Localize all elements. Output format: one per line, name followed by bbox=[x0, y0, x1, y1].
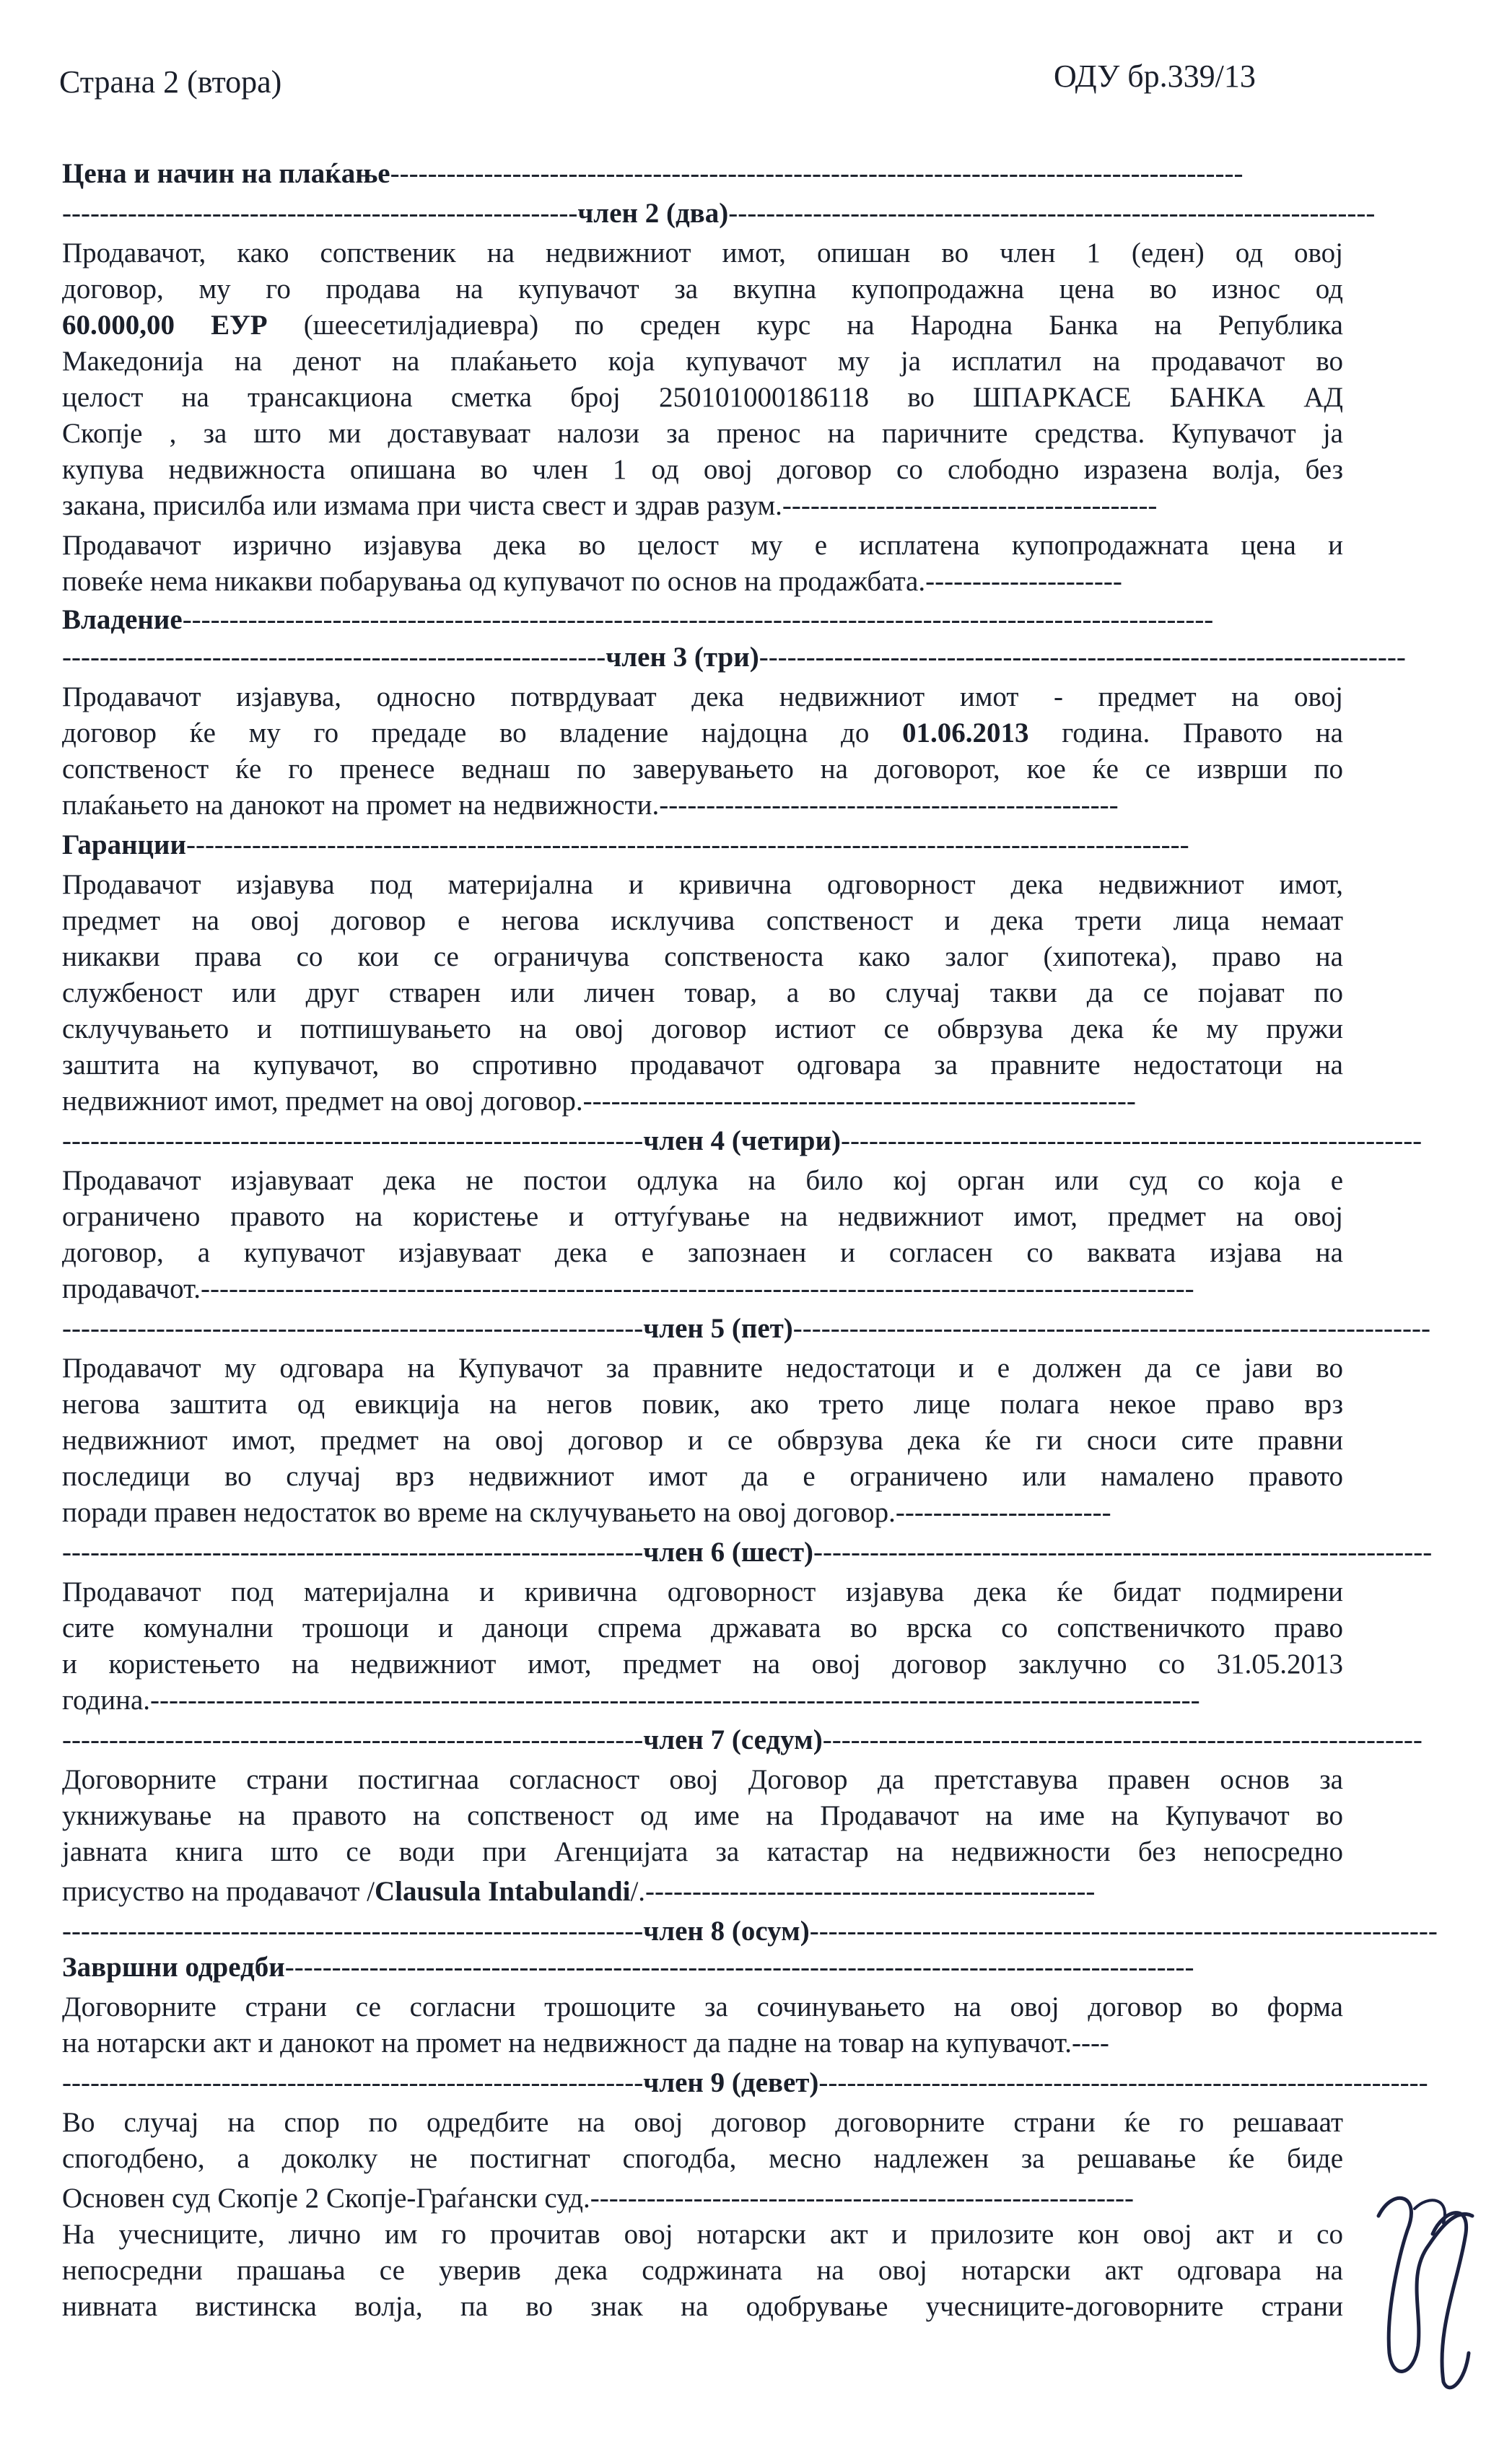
text-segment: плаќањето на данокот на промет на недвижности.------------------------------------------------- bbox=[62, 790, 1119, 821]
document-reference: ОДУ бр.339/13 bbox=[1054, 58, 1256, 94]
bold-text-segment: член 2 (два) bbox=[577, 198, 729, 229]
text-line bbox=[62, 1494, 1343, 1532]
text-segment: -------------------------------------------------------------- bbox=[62, 1916, 644, 1947]
text-line bbox=[62, 2064, 1428, 2102]
text-line bbox=[62, 2288, 1343, 2326]
text-segment: година. Правото на bbox=[1028, 717, 1343, 749]
text-segment: /.------------------------------------------------ bbox=[630, 1876, 1096, 1907]
text-line bbox=[62, 1234, 1343, 1272]
text-segment: Продавачот изјавуваат дека не постои одлука на било кој орган или суд со која е bbox=[62, 1165, 1343, 1196]
text-line bbox=[62, 451, 1343, 489]
text-segment: Продавачот му одговара на Купувачот за правните недостатоци и е должен да се јави во bbox=[62, 1353, 1343, 1384]
text-segment: договор, му го продава на купувачот за вкупна купопродажна цена во износ од bbox=[62, 274, 1343, 305]
bold-text-segment: 01.06.2013 bbox=[902, 717, 1029, 749]
text-segment: заштита на купувачот, во спротивно продавачот одговара за правните недостатоци на bbox=[62, 1049, 1343, 1081]
text-line bbox=[62, 155, 1343, 193]
bold-text-segment: член 7 (седум) bbox=[643, 1724, 823, 1755]
text-segment: склучувањето и потпишувањето на овој договор истиот се обврзува дека ќе му пружи bbox=[62, 1013, 1343, 1044]
text-segment: -------------------------------------------------------------- bbox=[62, 1313, 644, 1344]
text-segment: сите комунални трошоци и даноци спрема државата во врска со сопственичкото право bbox=[62, 1612, 1343, 1644]
text-segment: Во случај на спор по одредбите на овој договор договорните страни ќе го решаваат bbox=[62, 2107, 1343, 2138]
bold-text-segment: член 8 (осум) bbox=[643, 1916, 810, 1947]
text-segment: -------------------------------------------------------------- bbox=[62, 2067, 644, 2098]
text-segment: службеност или друг стварен или личен товар, а во случај такви да се појават по bbox=[62, 977, 1343, 1008]
text-segment: поради правен недостаток во време на склучувањето на овој договор.----------------------- bbox=[62, 1497, 1111, 1528]
text-segment: сопственост ќе го пренесе веднаш по заверувањето на договорот, кое ќе се изврши по bbox=[62, 754, 1343, 785]
text-segment: ------------------------------------------------------- bbox=[62, 198, 578, 229]
text-line bbox=[62, 974, 1343, 1012]
bold-text-segment: Завршни одредби bbox=[62, 1952, 285, 1983]
text-segment: закана, присилба или измама при чиста свест и здрав разум.---------------------------------------- bbox=[62, 490, 1158, 521]
text-line bbox=[62, 639, 1406, 676]
text-segment: последици во случај врз недвижниот имот да е ограничено или намалено правото bbox=[62, 1461, 1343, 1492]
text-line bbox=[62, 678, 1343, 716]
text-segment: Македонија на денот на плаќањето која купувачот му ја исплатил на продавачот во bbox=[62, 346, 1343, 377]
text-segment: ------------------------------------------------------------------- bbox=[809, 1916, 1438, 1947]
text-segment: спогодбено, а доколку не постигнат спогодба, месно надлежен за решавање ќе биде bbox=[62, 2143, 1343, 2174]
text-segment: Продавачот изјавува под материјална и кривична одговорност дека недвижниот имот, bbox=[62, 869, 1343, 900]
text-line bbox=[62, 902, 1343, 940]
bold-text-segment: член 3 (три) bbox=[606, 642, 759, 673]
text-line bbox=[62, 787, 1343, 824]
text-line bbox=[62, 1873, 1343, 1911]
text-line bbox=[62, 715, 1343, 752]
text-segment: никакви права со кои се ограничува сопственоста како залог (хипотека), право на bbox=[62, 941, 1343, 972]
text-segment: целост на трансакциона сметка број 250101000186118 во ШПАРКАСЕ БАНКА АД bbox=[62, 382, 1343, 413]
text-line bbox=[62, 379, 1343, 416]
text-segment: -------------------------------------------------------------- bbox=[840, 1125, 1423, 1156]
text-line bbox=[62, 1534, 1433, 1571]
text-line bbox=[62, 2180, 1343, 2217]
text-segment: Продавачот изјавува, односно потврдуваат дека недвижниот имот - предмет на овој bbox=[62, 681, 1343, 712]
text-segment: недвижниот имот, предмет на овој договор.----------------------------------------------------------- bbox=[62, 1086, 1136, 1117]
text-line bbox=[62, 1682, 1343, 1719]
text-segment: Договорните страни постигнаа согласност овој Договор да претставува правен основ за bbox=[62, 1764, 1343, 1795]
text-segment: Продавачот изрично изјавува дека во целост му е исплатена купопродажната цена и bbox=[62, 530, 1343, 561]
bold-text-segment: 60.000,00 ЕУР bbox=[62, 310, 268, 341]
handwritten-initials-signature bbox=[1364, 2165, 1494, 2404]
text-line bbox=[62, 563, 1343, 601]
bold-text-segment: Цена и начин на плаќање bbox=[62, 158, 390, 189]
text-segment: (шеесетилјадиевра) по среден курс на Народна Банка на Република bbox=[267, 310, 1343, 341]
text-segment: Скопје , за што ми доставуваат налози за пренос на паричните средства. Купувачот ја bbox=[62, 418, 1343, 449]
text-line bbox=[62, 1011, 1343, 1048]
text-line bbox=[62, 1949, 1343, 1986]
text-line bbox=[62, 1310, 1430, 1348]
text-segment: ------------------------------------------------------------------ bbox=[813, 1537, 1433, 1568]
text-segment: -------------------------------------------------------------- bbox=[62, 1537, 644, 1568]
text-line bbox=[62, 2216, 1343, 2253]
bold-text-segment: член 6 (шест) bbox=[643, 1537, 814, 1568]
text-segment: ------------------------------------------------------------------------------------------- bbox=[390, 158, 1244, 189]
text-line bbox=[62, 1833, 1343, 1871]
text-segment: недвижниот имот, предмет на овој договор и се обврзува дека ќе ги сноси сите правни bbox=[62, 1425, 1343, 1456]
text-line bbox=[62, 1458, 1343, 1496]
text-segment: На учесниците, лично им го прочитав овој нотарски акт и прилозите кон овој акт и со bbox=[62, 2219, 1343, 2250]
text-segment: Продавачот под материјална и кривична одговорност изјавува дека ќе бидат подмирени bbox=[62, 1576, 1343, 1607]
text-segment: присуство на продавачот / bbox=[62, 1876, 375, 1907]
text-line bbox=[62, 343, 1343, 380]
text-segment: повеќе нема никакви побарувања од купувачот по основ на продажбата.--------------------- bbox=[62, 566, 1122, 597]
bold-text-segment: Владение bbox=[62, 604, 183, 635]
text-segment: негова заштита од евикција на негов повик, ако трето лице полага некое право врз bbox=[62, 1389, 1343, 1420]
text-segment: нивната вистинска волја, па во знак на одобрување учесниците-договорните страни bbox=[62, 2291, 1343, 2322]
text-line bbox=[62, 1270, 1343, 1308]
text-line bbox=[62, 1350, 1343, 1387]
text-segment: --------------------------------------------------------------------- bbox=[728, 198, 1376, 229]
text-line bbox=[62, 1122, 1423, 1160]
bold-text-segment: Гаранции bbox=[62, 829, 186, 860]
text-segment: ограничено правото на користење и оттуѓување на недвижниот имот, предмет на овој bbox=[62, 1201, 1343, 1232]
text-segment: јавната книга што се води при Агенцијата за катастар на недвижности без непосредно bbox=[62, 1836, 1343, 1867]
text-line bbox=[62, 1761, 1343, 1799]
text-line bbox=[62, 826, 1343, 864]
text-line bbox=[62, 1386, 1343, 1423]
text-segment: --------------------------------------------------------------------- bbox=[759, 642, 1406, 673]
text-segment: година.---------------------------------------------------------------------------------------------------------------- bbox=[62, 1685, 1200, 1716]
text-segment: Договорните страни се согласни трошоците за сочинувањето на овој договор во форма bbox=[62, 1991, 1343, 2022]
text-segment: договор, а купувачот изјавуваат дека е запознаен и согласен со ваквата изјава на bbox=[62, 1237, 1343, 1268]
bold-text-segment: член 9 (девет) bbox=[643, 2067, 819, 2098]
text-segment: Основен суд Скопје 2 Скопје-Граѓански суд.---------------------------------------------------------- bbox=[62, 2183, 1135, 2214]
text-line bbox=[62, 2104, 1343, 2142]
text-line bbox=[62, 1422, 1343, 1459]
text-segment: договор ќе му го предаде во владение најдоцна до bbox=[62, 717, 903, 749]
text-line bbox=[62, 2140, 1343, 2178]
text-segment: -------------------------------------------------------------------------------------------------------------- bbox=[182, 604, 1214, 635]
text-line bbox=[62, 1989, 1343, 2026]
text-segment: купува недвижноста опишана во член 1 од овој договор со слободно изразена волја, без bbox=[62, 454, 1343, 485]
text-line bbox=[62, 1646, 1343, 1683]
text-line bbox=[62, 2252, 1343, 2290]
text-line bbox=[62, 1574, 1343, 1611]
text-line bbox=[62, 415, 1343, 453]
text-line bbox=[62, 235, 1343, 272]
text-line bbox=[62, 1721, 1423, 1759]
text-line bbox=[62, 271, 1343, 308]
text-line bbox=[62, 1198, 1343, 1236]
text-line bbox=[62, 866, 1343, 904]
text-segment: и користењето на недвижниот имот, предмет на овој договор заклучно со 31.05.2013 bbox=[62, 1649, 1343, 1680]
text-line bbox=[62, 1083, 1343, 1120]
text-line bbox=[62, 751, 1343, 788]
text-segment: укнижување на правото на сопственост од име на Продавачот на име на Купувачот во bbox=[62, 1800, 1343, 1831]
text-line bbox=[62, 1162, 1343, 1200]
text-segment: -------------------------------------------------------------------- bbox=[792, 1313, 1430, 1344]
text-line bbox=[62, 1797, 1343, 1835]
text-segment: непосредни прашања се уверив дека содржината на овој нотарски акт одговара на bbox=[62, 2255, 1343, 2286]
text-segment: предмет на овој договор е негова исклучива сопственост и дека трети лица немаат bbox=[62, 905, 1343, 936]
text-segment: на нотарски акт и данокот на промет на недвижност да падне на товар на купувачот.---- bbox=[62, 2028, 1109, 2059]
text-segment: продавачот.---------------------------------------------------------------------------------------------------------- bbox=[62, 1273, 1194, 1304]
text-line bbox=[62, 2025, 1343, 2062]
bold-text-segment: Clausula Intabulandi bbox=[375, 1876, 631, 1907]
bold-text-segment: член 4 (четири) bbox=[643, 1125, 841, 1156]
text-segment: ----------------------------------------------------------------- bbox=[818, 2067, 1428, 2098]
text-segment: ---------------------------------------------------------- bbox=[62, 642, 606, 673]
text-line bbox=[62, 527, 1343, 564]
text-segment: -------------------------------------------------------------- bbox=[62, 1125, 644, 1156]
text-line bbox=[62, 1047, 1343, 1084]
bold-text-segment: член 5 (пет) bbox=[643, 1313, 793, 1344]
text-line bbox=[62, 1913, 1438, 1950]
text-line bbox=[62, 195, 1376, 232]
text-segment: -------------------------------------------------------------- bbox=[62, 1724, 644, 1755]
text-segment: ---------------------------------------------------------------- bbox=[822, 1724, 1423, 1755]
text-segment: Продавачот, како сопственик на недвижниот имот, опишан во член 1 (еден) од овој bbox=[62, 237, 1343, 269]
text-line bbox=[62, 1610, 1343, 1647]
text-segment: ------------------------------------------------------------------------------------------------- bbox=[284, 1952, 1194, 1983]
text-line bbox=[62, 487, 1343, 525]
text-line bbox=[62, 938, 1343, 976]
text-segment: ----------------------------------------------------------------------------------------------------------- bbox=[185, 829, 1189, 860]
text-line bbox=[62, 307, 1343, 344]
page-number-label: Страна 2 (втора) bbox=[59, 64, 282, 100]
text-line bbox=[62, 601, 1343, 639]
